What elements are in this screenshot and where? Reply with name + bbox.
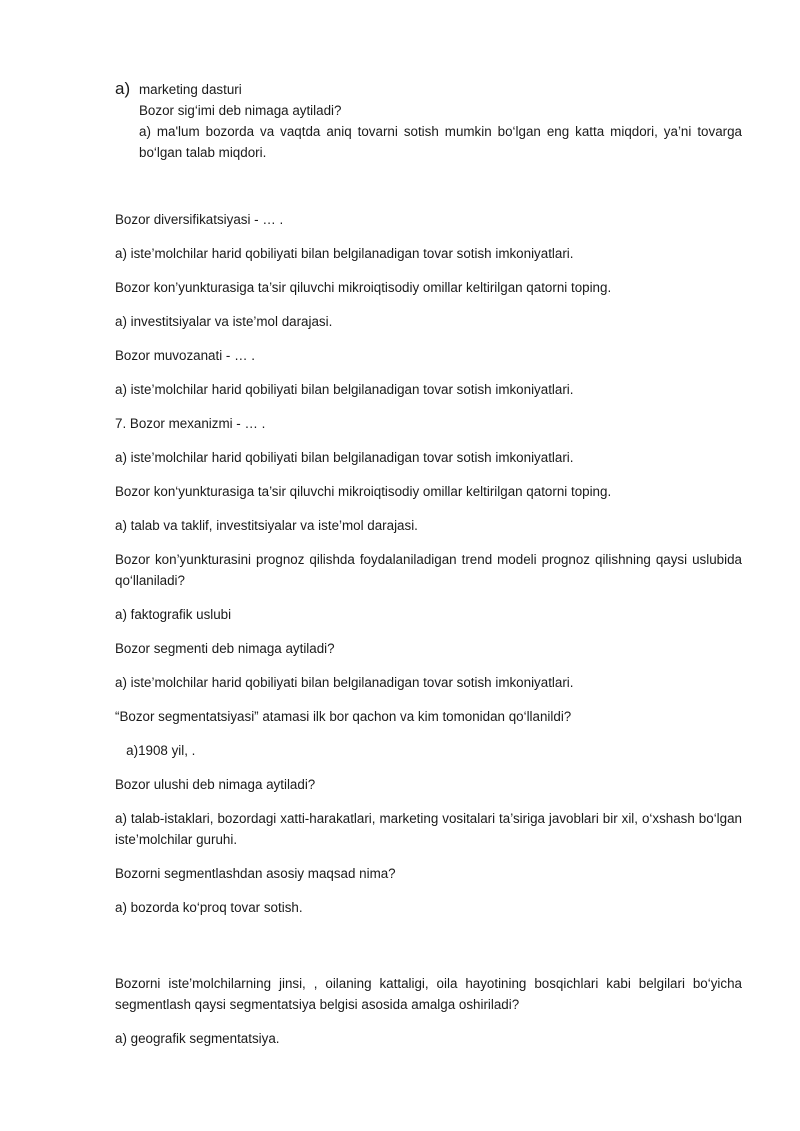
spacer (115, 795, 742, 808)
question-line: Bozor kon’yunkturasiga ta’sir qiluvchi mikroiqtisodiy omillar keltirilgan qatorni toping. (115, 280, 612, 295)
spacer (115, 884, 742, 897)
question-line: “Bozor segmentatsiyasi” atamasi ilk bor qachon va kim tomonidan qo‘llanildi? (115, 709, 572, 724)
spacer (115, 591, 742, 604)
answer-line: a)1908 yil, . (115, 743, 196, 758)
answer-line: a) iste’molchilar harid qobiliyati bilan belgilanadigan tovar sotish imkoniyatlari. (115, 246, 574, 261)
spacer (115, 163, 742, 209)
spacer (115, 298, 742, 311)
question-line: Bozor segmenti deb nimaga aytiladi? (115, 641, 335, 656)
spacer (115, 468, 742, 481)
spacer (115, 625, 742, 638)
answer-line: a) bozorda ko‘proq tovar sotish. (115, 900, 303, 915)
list-marker: a) (115, 79, 131, 98)
intro-heading: marketing dasturi (139, 82, 242, 97)
spacer (115, 850, 742, 863)
answer-line: a) faktografik uslubi (115, 607, 232, 622)
document-body (115, 78, 742, 1049)
spacer (115, 918, 742, 973)
answer-line: a) talab-istaklari, bozordagi xatti-harakatlari, marketing vositalari ta’siriga javoblari bir xil, o‘xshash bo‘lgan iste’molchilar guruhi. (115, 811, 742, 847)
answer-line: a) geografik segmentatsiya. (115, 1031, 280, 1046)
intro-answer: a) ma'lum bozorda va vaqtda aniq tovarni sotish mumkin bo‘lgan eng katta miqdori, ya’ni tovarga bo‘lgan talab miqdori. (139, 124, 742, 160)
spacer (115, 536, 742, 549)
question-line: Bozor kon’yunkturasini prognoz qilishda foydalaniladigan trend modeli prognoz qilishning qaysi uslubida qo‘llaniladi? (115, 552, 742, 588)
spacer (115, 1015, 742, 1028)
question-line: Bozorni iste’molchilarning jinsi, , oilaning kattaligi, oila hayotining bosqichlari kabi belgilari bo‘yicha segmentlash qaysi segmentatsiya belgisi asosida amalga oshiriladi? (115, 976, 742, 1012)
spacer (115, 727, 742, 740)
answer-line: a) iste’molchilar harid qobiliyati bilan belgilanadigan tovar sotish imkoniyatlari. (115, 382, 574, 397)
question-line: Bozor muvozanati - … . (115, 348, 255, 363)
question-line: Bozorni segmentlashdan asosiy maqsad nima? (115, 866, 396, 881)
intro-heading-row (115, 78, 742, 100)
answer-line: a) investitsiyalar va iste’mol darajasi. (115, 314, 333, 329)
intro-question: Bozor sig‘imi deb nimaga aytiladi? (139, 103, 342, 118)
spacer (115, 761, 742, 774)
question-line: Bozor diversifikatsiyasi - … . (115, 212, 284, 227)
spacer (115, 230, 742, 243)
spacer (115, 659, 742, 672)
answer-line: a) talab va taklif, investitsiyalar va iste’mol darajasi. (115, 518, 418, 533)
spacer (115, 332, 742, 345)
answer-line: a) iste’molchilar harid qobiliyati bilan belgilanadigan tovar sotish imkoniyatlari. (115, 450, 574, 465)
question-line: 7. Bozor mexanizmi - … . (115, 416, 266, 431)
spacer (115, 502, 742, 515)
answer-line: a) iste’molchilar harid qobiliyati bilan belgilanadigan tovar sotish imkoniyatlari. (115, 675, 574, 690)
question-line: Bozor kon‘yunkturasiga ta’sir qiluvchi mikroiqtisodiy omillar keltirilgan qatorni toping. (115, 484, 612, 499)
spacer (115, 434, 742, 447)
spacer (115, 264, 742, 277)
spacer (115, 693, 742, 706)
spacer (115, 366, 742, 379)
question-line: Bozor ulushi deb nimaga aytiladi? (115, 777, 316, 792)
spacer (115, 400, 742, 413)
